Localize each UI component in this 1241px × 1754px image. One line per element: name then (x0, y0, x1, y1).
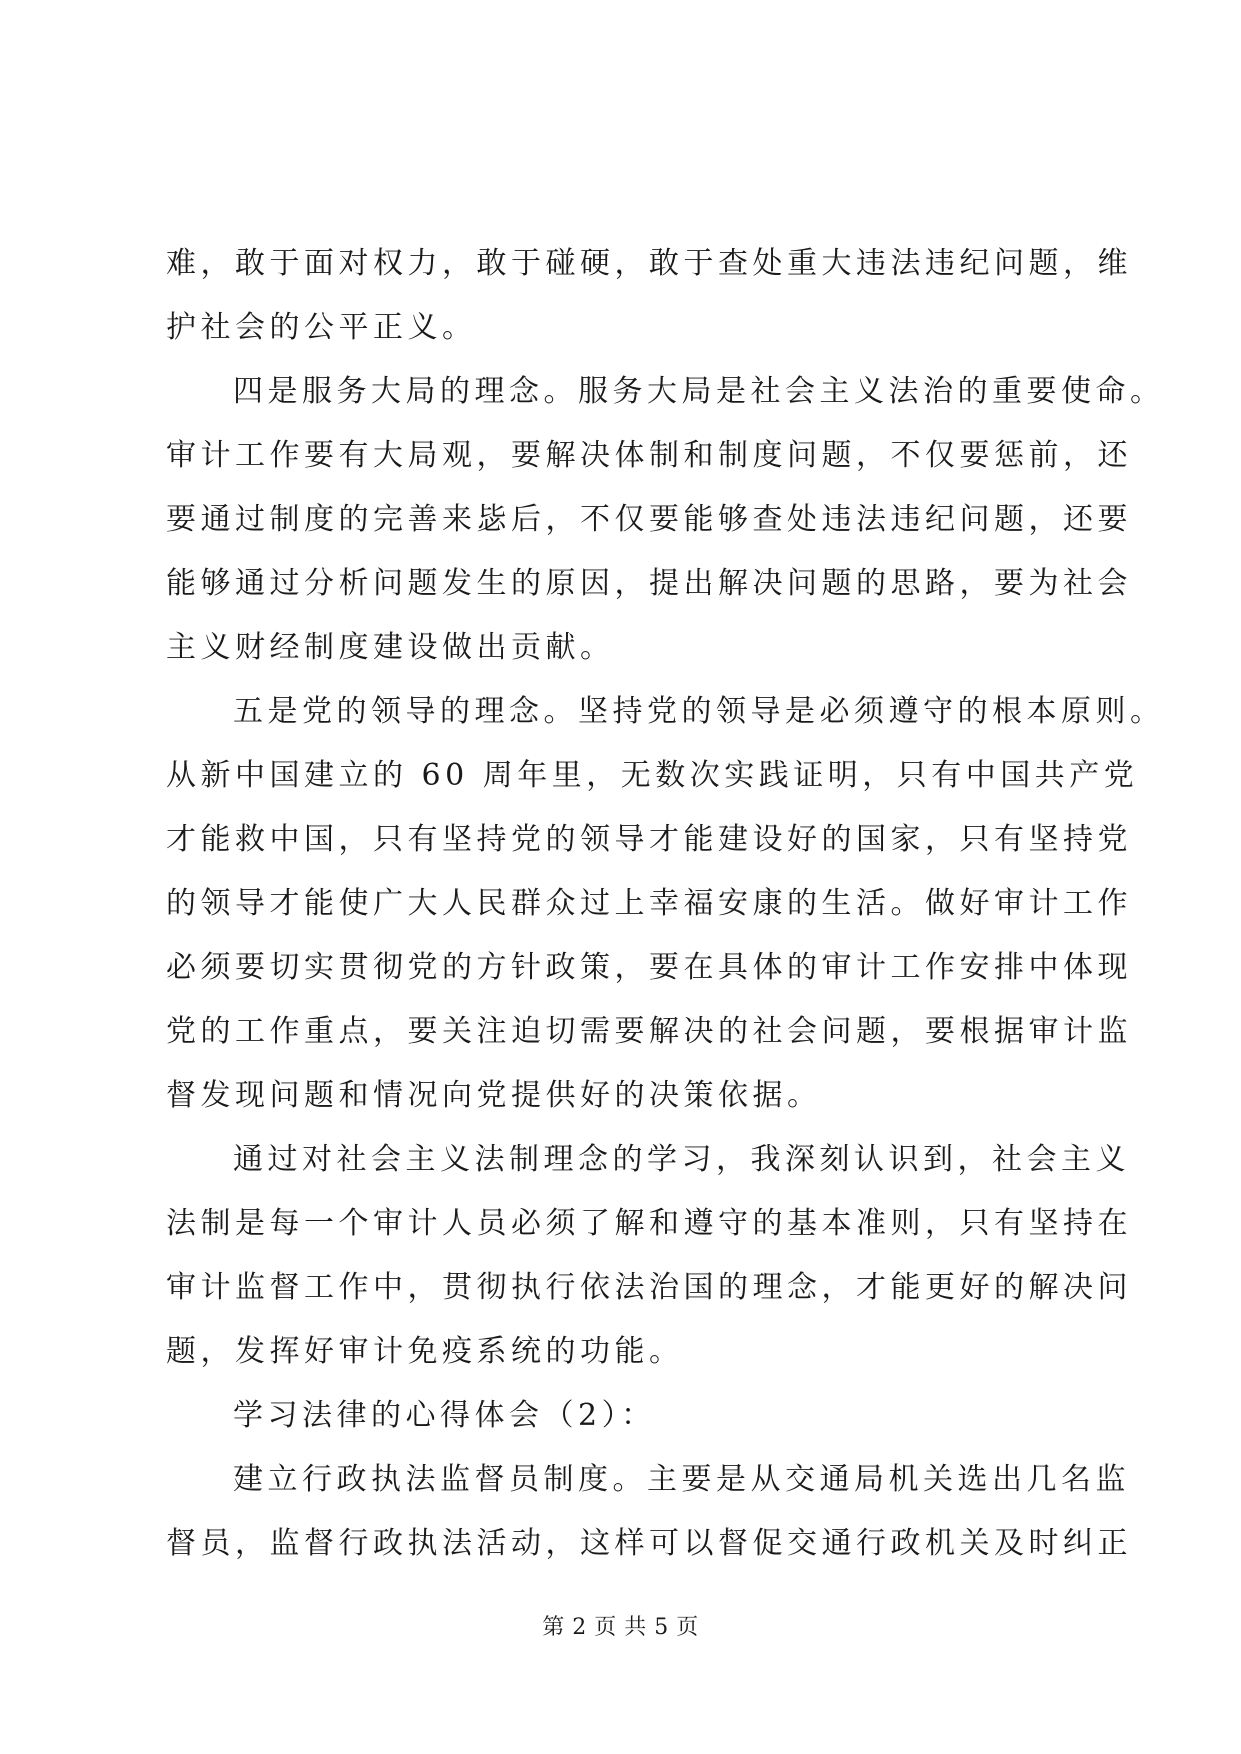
text-line: 护社会的公平正义。 (166, 310, 477, 345)
text-line: 督员，监督行政执法活动，这样可以督促交通行政机关及时纠正 (166, 1526, 1132, 1561)
paragraph-start-line: 建立行政执法监督员制度。主要是从交通局机关选出几名监 (233, 1462, 1130, 1497)
page-number-footer: 第 2 页 共 5 页 (542, 1615, 699, 1640)
document-body (166, 232, 1165, 1576)
paragraph-start-line: 五是党的领导的理念。坚持党的领导是必须遵守的根本原则。 (233, 694, 1165, 729)
text-line: 主义财经制度建设做出贡献。 (166, 630, 615, 665)
text-line: 难，敢于面对权力，敢于碰硬，敢于查处重大违法违纪问题，维 (166, 246, 1132, 281)
text-line: 能够通过分析问题发生的原因，提出解决问题的思路，要为社会 (166, 566, 1132, 601)
text-line: 审计监督工作中，贯彻执行依法治国的理念，才能更好的解决问 (166, 1270, 1132, 1305)
text-line: 党的工作重点，要关注迫切需要解决的社会问题，要根据审计监 (166, 1014, 1132, 1049)
text-line: 法制是每一个审计人员必须了解和遵守的基本准则，只有坚持在 (166, 1206, 1132, 1241)
paragraph-start-line: 四是服务大局的理念。服务大局是社会主义法治的重要使命。 (233, 374, 1165, 409)
text-line: 从新中国建立的 60 周年里，无数次实践证明，只有中国共产党 (166, 758, 1139, 793)
section-heading: 学习法律的心得体会（2）： (233, 1398, 656, 1433)
text-line: 督发现问题和情况向党提供好的决策依据。 (166, 1078, 822, 1113)
text-line: 要通过制度的完善来毖后，不仅要能够查处违法违纪问题，还要 (166, 502, 1132, 537)
paragraph-start-line: 通过对社会主义法制理念的学习，我深刻认识到，社会主义 (233, 1142, 1130, 1177)
text-line: 才能救中国，只有坚持党的领导才能建设好的国家，只有坚持党 (166, 822, 1132, 857)
text-line: 的领导才能使广大人民群众过上幸福安康的生活。做好审计工作 (166, 886, 1132, 921)
text-line: 必须要切实贯彻党的方针政策，要在具体的审计工作安排中体现 (166, 950, 1132, 985)
text-line: 题，发挥好审计免疫系统的功能。 (166, 1334, 684, 1369)
text-line: 审计工作要有大局观，要解决体制和制度问题，不仅要惩前，还 (166, 438, 1132, 473)
